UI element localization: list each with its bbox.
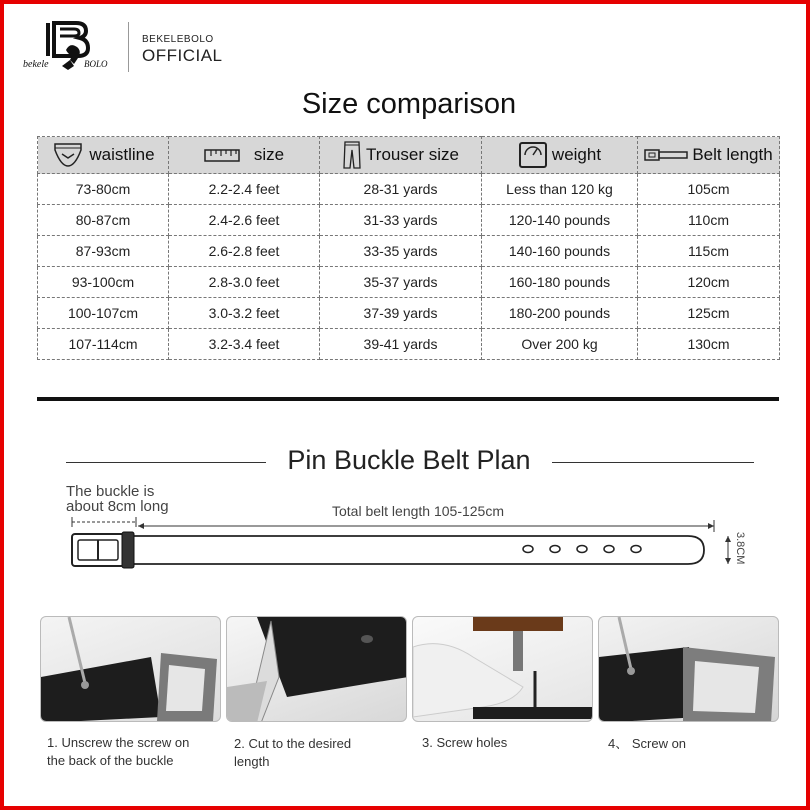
step-photo-4 (598, 616, 779, 722)
step-caption-line2: the back of the buckle (47, 753, 174, 768)
step-caption-line1: 1. Unscrew the screw on (47, 735, 190, 750)
cell-weight: 160-180 pounds (482, 267, 638, 298)
cell-waist: 80-87cm (38, 205, 169, 236)
cell-weight: Less than 120 kg (482, 174, 638, 205)
step-caption-line1: 3. Screw holes (422, 735, 508, 750)
cell-waist: 73-80cm (38, 174, 169, 205)
table-row (38, 267, 780, 298)
cell-belt-length: 110cm (638, 205, 780, 236)
header-waistline (38, 137, 169, 174)
step-caption-line2: length (234, 754, 270, 769)
logo-text-left: bekele (23, 59, 49, 70)
cell-weight: 120-140 pounds (482, 205, 638, 236)
step-photo-2 (226, 616, 407, 722)
size-comparison-title: Size comparison (301, 88, 517, 120)
cell-trouser: 28-31 yards (320, 174, 482, 205)
cell-size: 3.2-3.4 feet (169, 329, 320, 360)
cell-size: 3.0-3.2 feet (169, 298, 320, 329)
buckle-note (66, 484, 169, 514)
table-row (38, 298, 780, 329)
cell-belt-length: 105cm (638, 174, 780, 205)
unscrew-illustration (41, 617, 221, 722)
cell-belt-length: 115cm (638, 236, 780, 267)
belt-diagram (64, 514, 764, 574)
step-photo-3 (412, 616, 593, 722)
table-row (38, 174, 780, 205)
cell-weight: 180-200 pounds (482, 298, 638, 329)
brand-name: BEKELEBOLO (142, 34, 214, 45)
table-row (38, 236, 780, 267)
buckle-note-line2: about 8cm long (66, 498, 169, 515)
cell-weight: 140-160 pounds (482, 236, 638, 267)
cell-trouser: 33-35 yards (320, 236, 482, 267)
cell-trouser: 35-37 yards (320, 267, 482, 298)
brand-logo (22, 20, 122, 78)
table-row (38, 329, 780, 360)
step-caption-3 (422, 734, 507, 752)
cell-size: 2.8-3.0 feet (169, 267, 320, 298)
cell-waist: 93-100cm (38, 267, 169, 298)
size-table (37, 136, 780, 360)
cell-waist: 100-107cm (38, 298, 169, 329)
header-label: size (253, 145, 285, 164)
brand-block (142, 34, 223, 66)
cell-size: 2.2-2.4 feet (169, 174, 320, 205)
cell-trouser: 31-33 yards (320, 205, 482, 236)
cell-belt-length: 125cm (638, 298, 780, 329)
step-caption-1 (47, 734, 189, 770)
plan-title: Pin Buckle Belt Plan (287, 445, 531, 475)
cell-belt-length: 120cm (638, 267, 780, 298)
cell-weight: Over 200 kg (482, 329, 638, 360)
brand-tagline: OFFICIAL (142, 46, 223, 65)
header-size (169, 137, 320, 174)
step-caption-line1: 2. Cut to the desired (234, 736, 352, 751)
logo-text-right: BOLO (84, 59, 108, 69)
cell-waist: 87-93cm (38, 236, 169, 267)
waist-icon (51, 142, 85, 168)
header-label: Belt length (692, 145, 773, 164)
brand-separator (128, 22, 129, 72)
header-label: weight (551, 145, 602, 164)
scissors-illustration (227, 617, 407, 722)
step-caption-2 (234, 735, 351, 771)
cell-trouser: 37-39 yards (320, 298, 482, 329)
cell-trouser: 39-41 yards (320, 329, 482, 360)
step-photo-1 (40, 616, 221, 722)
header-weight (482, 137, 638, 174)
step-caption-line1: 4、 Screw on (608, 736, 687, 751)
scale-icon (518, 141, 548, 169)
header-label: Trouser size (366, 145, 459, 164)
table-row (38, 205, 780, 236)
belt-icon (644, 148, 688, 162)
screw-holes-illustration (413, 617, 593, 722)
step-caption-4 (608, 735, 686, 753)
belt-width-label: 3.8CM (734, 532, 746, 565)
header-trouser (320, 137, 482, 174)
table-header-row (38, 137, 780, 174)
header-label: waistline (89, 145, 155, 164)
cell-belt-length: 130cm (638, 329, 780, 360)
ruler-icon (204, 146, 242, 164)
buckle-note-line1: The buckle is (66, 483, 155, 500)
screw-on-illustration (599, 617, 779, 722)
cell-size: 2.4-2.6 feet (169, 205, 320, 236)
section-divider (37, 397, 779, 401)
cell-waist: 107-114cm (38, 329, 169, 360)
cell-size: 2.6-2.8 feet (169, 236, 320, 267)
total-length-label: Total belt length 105-125cm (332, 503, 504, 519)
trousers-icon (342, 140, 362, 170)
header-belt-length (638, 137, 780, 174)
